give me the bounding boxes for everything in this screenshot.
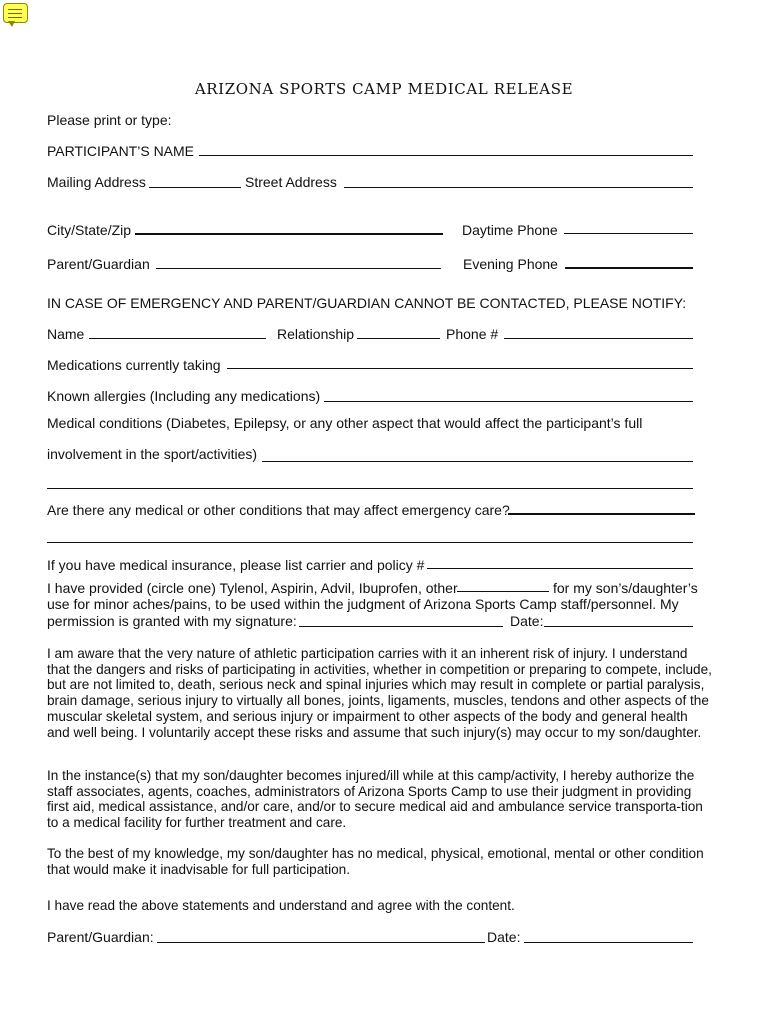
note-tail bbox=[8, 21, 15, 27]
street-address-field[interactable] bbox=[344, 187, 693, 188]
medical-conditions-field-extra[interactable] bbox=[47, 488, 693, 489]
document-title: ARIZONA SPORTS CAMP MEDICAL RELEASE bbox=[194, 80, 574, 98]
note-line bbox=[8, 17, 22, 18]
emergency-care-field-extra[interactable] bbox=[47, 542, 693, 543]
daytime-phone-label: Daytime Phone bbox=[462, 222, 558, 238]
mailing-address-field[interactable] bbox=[149, 187, 241, 188]
signature-date-field[interactable] bbox=[524, 942, 693, 943]
evening-phone-field[interactable] bbox=[565, 267, 693, 269]
authorization-paragraph: In the instance(s) that my son/daughter becomes injured/ill while at this camp/activity, I hereby authorize the staff associates, agents, coaches, administrators of Arizona Sports Camp to use their judgment in providing first aid, medical assistance, and/or care, and/or to secure medical aid and ambulance service transporta-tion to a medical facility for further treatment and care. bbox=[47, 768, 703, 831]
emergency-care-label: Are there any medical or other conditions that may affect emergency care? bbox=[47, 502, 510, 518]
permission-signature-label: permission is granted with my signature: bbox=[47, 613, 297, 629]
relationship-field[interactable] bbox=[357, 338, 440, 339]
emergency-care-field[interactable] bbox=[508, 513, 695, 515]
emergency-name-label: Name bbox=[47, 326, 85, 342]
risk-paragraph: I am aware that the very nature of athletic participation carries with it an inherent risk of injury. I understand that the dangers and risks of participating in activities, whether in competition or preparing to compete, include, but are not limited to, death, serious neck and spinal injuries which may result in complete or partial paralysis, brain damage, serious injury to virtually all bones, joints, ligaments, muscles, tendons and other aspects of the muscular skeletal system, and serious injury or impairment to other aspects of the body and general health and well being. I voluntarily accept these risks and assume that such injury(s) may occur to my son/daughter. bbox=[47, 646, 712, 740]
note-line bbox=[8, 13, 22, 14]
emergency-heading: IN CASE OF EMERGENCY AND PARENT/GUARDIAN CANNOT BE CONTACTED, PLEASE NOTIFY: bbox=[47, 295, 687, 311]
medication-permission-text-cont: for my son’s/daughter’s bbox=[553, 580, 698, 596]
other-medication-field[interactable] bbox=[457, 591, 549, 592]
participant-name-field[interactable] bbox=[199, 155, 693, 156]
parent-guardian-label: Parent/Guardian bbox=[47, 256, 150, 272]
medications-label: Medications currently taking bbox=[47, 357, 221, 373]
emergency-phone-field[interactable] bbox=[504, 338, 693, 339]
medical-conditions-label: Medical conditions (Diabetes, Epilepsy, or any other aspect that would affect the participant’s full bbox=[47, 415, 643, 431]
relationship-label: Relationship bbox=[277, 326, 355, 342]
signature-field[interactable] bbox=[157, 942, 485, 943]
daytime-phone-field[interactable] bbox=[564, 233, 693, 234]
permission-date-field[interactable] bbox=[544, 626, 693, 627]
permission-date-label: Date: bbox=[510, 613, 544, 629]
medication-permission-text-line2: use for minor aches/pains, to be used within the judgment of Arizona Sports Camp staff/personnel. My bbox=[47, 596, 679, 612]
allergies-label: Known allergies (Including any medications) bbox=[47, 388, 321, 404]
evening-phone-label: Evening Phone bbox=[463, 256, 558, 272]
participant-name-label: PARTICIPANT’S NAME bbox=[47, 143, 195, 159]
medication-permission-text: I have provided (circle one) Tylenol, Aspirin, Advil, Ibuprofen, other bbox=[47, 580, 458, 596]
medical-conditions-label-cont: involvement in the sport/activities) bbox=[47, 446, 258, 462]
street-address-label: Street Address bbox=[245, 174, 337, 190]
insurance-field[interactable] bbox=[427, 568, 693, 569]
knowledge-paragraph: To the best of my knowledge, my son/daughter has no medical, physical, emotional, mental or other condition that would make it inadvisable for full participation. bbox=[47, 846, 704, 877]
instructions-text: Please print or type: bbox=[47, 112, 172, 128]
emergency-name-field[interactable] bbox=[89, 338, 266, 339]
sticky-note-icon[interactable] bbox=[3, 3, 28, 23]
medical-conditions-field[interactable] bbox=[262, 461, 693, 462]
emergency-phone-label: Phone # bbox=[446, 326, 499, 342]
parent-guardian-field[interactable] bbox=[156, 268, 441, 269]
allergies-field[interactable] bbox=[324, 401, 693, 402]
city-state-zip-label: City/State/Zip bbox=[47, 222, 132, 238]
signature-label: Parent/Guardian: bbox=[47, 929, 154, 945]
signature-date-label: Date: bbox=[487, 929, 521, 945]
city-state-zip-field[interactable] bbox=[135, 233, 443, 235]
insurance-label: If you have medical insurance, please list carrier and policy # bbox=[47, 557, 425, 573]
medications-field[interactable] bbox=[227, 368, 693, 369]
permission-signature-field[interactable] bbox=[299, 626, 503, 627]
mailing-address-label: Mailing Address bbox=[47, 174, 146, 190]
agreement-paragraph: I have read the above statements and understand and agree with the content. bbox=[47, 898, 515, 913]
note-line bbox=[8, 9, 22, 10]
